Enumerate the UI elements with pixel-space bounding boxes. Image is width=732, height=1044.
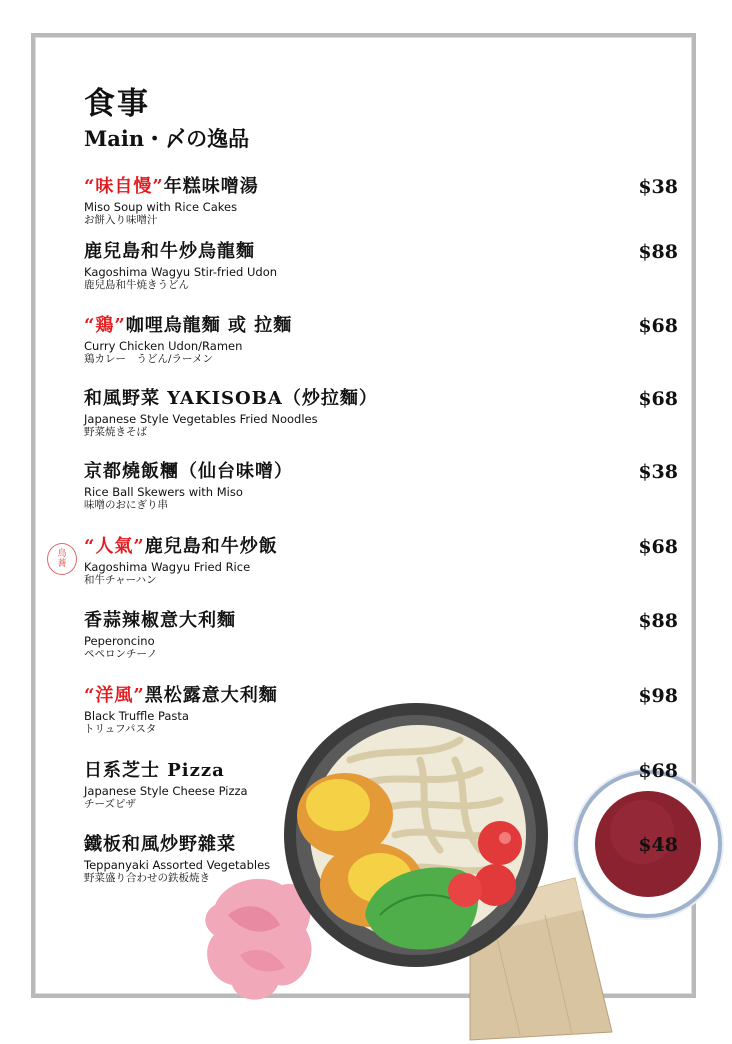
item-chinese-name: 日系芝士 Pizza — [84, 760, 225, 781]
ginger-illustration — [205, 879, 311, 1000]
item-name — [84, 834, 604, 856]
item-japanese-name: チーズピザ — [84, 798, 136, 810]
item-name — [84, 315, 604, 337]
menu-item — [84, 461, 678, 512]
item-japanese-name: ペペロンチーノ — [84, 648, 158, 660]
item-price: $88 — [638, 610, 678, 632]
item-name — [84, 760, 604, 782]
item-name — [84, 685, 604, 707]
menu-item — [84, 760, 678, 811]
item-japanese-name: 野菜盛り合わせの鉄板焼き — [84, 872, 210, 884]
item-price: $88 — [638, 241, 678, 263]
item-english-name: Teppanyaki Assorted Vegetables — [84, 858, 271, 872]
menu-item — [84, 388, 678, 439]
page-subtitle: Main・〆の逸品 — [84, 126, 250, 151]
item-english-name: Peperoncino — [84, 634, 155, 648]
item-highlight-tag: “味自慢” — [84, 176, 164, 197]
item-highlight-tag: “人氣” — [84, 536, 145, 557]
menu-item — [84, 834, 678, 885]
item-price: $38 — [638, 461, 678, 483]
item-japanese-name: トリュフパスタ — [84, 723, 157, 735]
item-chinese-name: 黑松露意大利麵 — [144, 685, 278, 706]
item-name — [84, 176, 604, 198]
menu-item — [84, 536, 678, 587]
item-price: $48 — [638, 834, 678, 856]
item-japanese-name: お餅入り味噌汁 — [84, 214, 158, 226]
seal-text: 鳥 蕎 — [57, 549, 67, 569]
item-chinese-name: 京都燒飯糰（仙台味噌） — [84, 461, 293, 482]
item-japanese-name: 味噌のおにぎり串 — [84, 499, 168, 511]
item-chinese-name: 年糕味噌湯 — [163, 176, 259, 197]
item-price: $68 — [638, 388, 678, 410]
item-chinese-name: 鐵板和風炒野雜菜 — [84, 834, 236, 855]
item-name — [84, 536, 604, 558]
item-japanese-name: 和牛チャーハン — [84, 574, 157, 586]
item-chinese-name: 和風野菜 YAKISOBA（炒拉麵） — [84, 388, 378, 409]
item-price: $68 — [638, 760, 678, 782]
red-seal-stamp — [47, 543, 77, 575]
item-chinese-name: 香蒜辣椒意大利麵 — [84, 610, 236, 631]
item-english-name: Kagoshima Wagyu Stir-fried Udon — [84, 265, 278, 279]
item-price: $68 — [638, 315, 678, 337]
item-english-name: Japanese Style Vegetables Fried Noodles — [84, 412, 318, 426]
item-english-name: Japanese Style Cheese Pizza — [84, 784, 248, 798]
item-highlight-tag: “鶏” — [84, 315, 126, 336]
item-name — [84, 461, 604, 483]
page-title: 食事 — [84, 86, 150, 122]
menu-item — [84, 176, 678, 227]
item-japanese-name: 鶏カレー うどん/ラーメン — [84, 353, 214, 365]
item-english-name: Curry Chicken Udon/Ramen — [84, 339, 243, 353]
item-japanese-name: 野菜焼きそば — [84, 426, 147, 438]
item-price: $98 — [638, 685, 678, 707]
item-english-name: Kagoshima Wagyu Fried Rice — [84, 560, 251, 574]
item-english-name: Rice Ball Skewers with Miso — [84, 485, 243, 499]
item-english-name: Miso Soup with Rice Cakes — [84, 200, 238, 214]
menu-item — [84, 315, 678, 366]
item-chinese-name: 鹿兒島和牛炒飯 — [144, 536, 278, 557]
item-name — [84, 241, 604, 263]
item-name — [84, 610, 604, 632]
item-price: $38 — [638, 176, 678, 198]
item-name — [84, 388, 604, 410]
menu-item — [84, 610, 678, 661]
item-chinese-name: 咖哩烏龍麵 或 拉麵 — [125, 315, 293, 336]
menu-item — [84, 241, 678, 292]
item-price: $68 — [638, 536, 678, 558]
item-highlight-tag: “洋風” — [84, 685, 145, 706]
menu-item — [84, 685, 678, 736]
item-chinese-name: 鹿兒島和牛炒烏龍麵 — [84, 241, 255, 262]
item-english-name: Black Truffle Pasta — [84, 709, 189, 723]
item-japanese-name: 鹿兒島和牛焼きうどん — [84, 279, 189, 291]
